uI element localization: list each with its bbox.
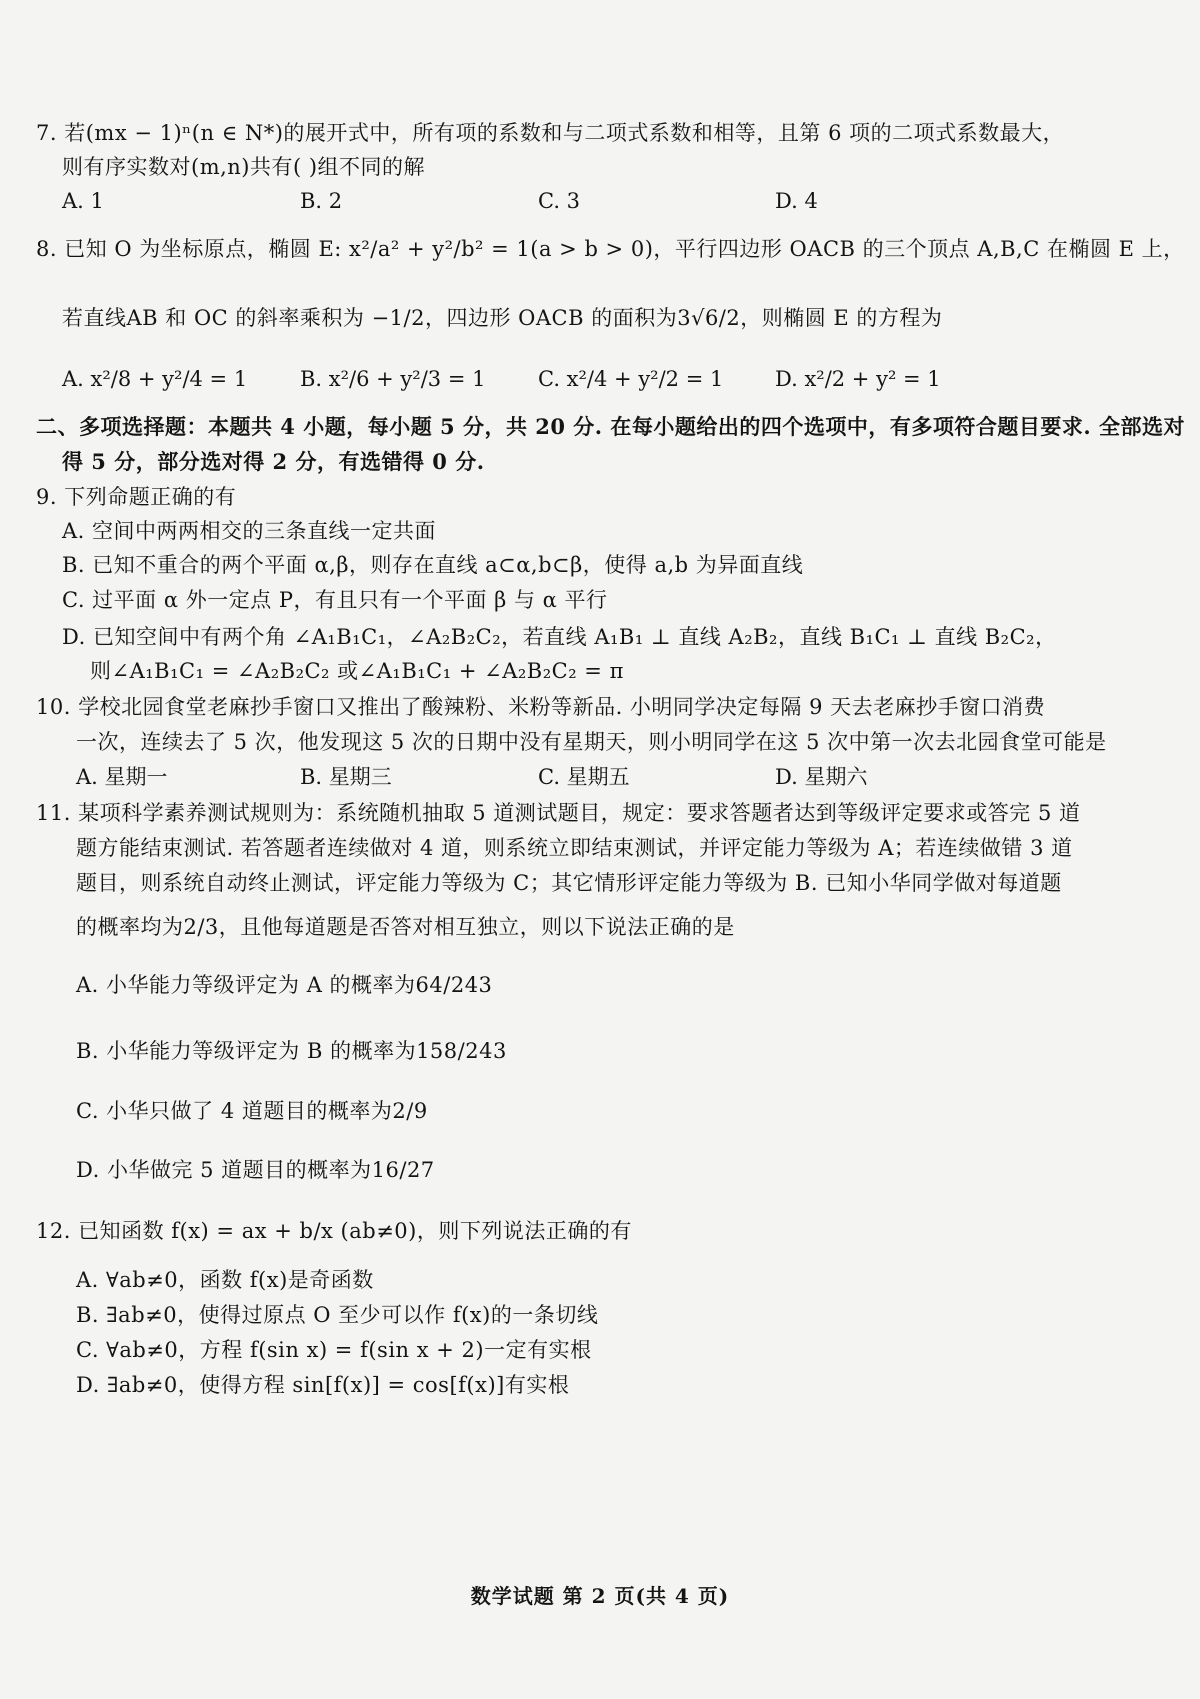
q10-line2: 一次，连续去了 5 次，他发现这 5 次的日期中没有星期天，则小明同学在这 5 次中第一次去北园食堂可能是 — [76, 730, 1107, 754]
q12-option-a: A. ∀ab≠0，函数 f(x)是奇函数 — [76, 1268, 374, 1292]
page-footer: 数学试题 第 2 页(共 4 页) — [470, 1584, 730, 1608]
q7-option-d: D. 4 — [775, 189, 818, 213]
q8-option-a: A. x²/8 + y²/4 = 1 — [62, 367, 248, 391]
q11-line4: 的概率均为2/3，且他每道题是否答对相互独立，则以下说法正确的是 — [76, 915, 735, 939]
q8-option-c: C. x²/4 + y²/2 = 1 — [538, 367, 724, 391]
q8-option-b: B. x²/6 + y²/3 = 1 — [300, 367, 486, 391]
q11-option-b: B. 小华能力等级评定为 B 的概率为158/243 — [76, 1039, 507, 1063]
q12-option-d: D. ∃ab≠0，使得方程 sin[f(x)] = cos[f(x)]有实根 — [76, 1373, 570, 1397]
q12-option-b: B. ∃ab≠0，使得过原点 O 至少可以作 f(x)的一条切线 — [76, 1303, 599, 1327]
q11-option-a: A. 小华能力等级评定为 A 的概率为64/243 — [76, 973, 493, 997]
section2-header-line2: 得 5 分，部分选对得 2 分，有选错得 0 分. — [62, 449, 485, 474]
q9-option-d-line2: 则∠A₁B₁C₁ = ∠A₂B₂C₂ 或∠A₁B₁C₁ + ∠A₂B₂C₂ = π — [90, 659, 624, 683]
q11-line1: 11. 某项科学素养测试规则为：系统随机抽取 5 道测试题目，规定：要求答题者达到等级评定要求或答完 5 道 — [36, 801, 1081, 825]
q8-line1: 8. 已知 O 为坐标原点，椭圆 E: x²/a² + y²/b² = 1(a > b > 0)，平行四边形 OACB 的三个顶点 A,B,C 在椭圆 E 上， — [36, 237, 1185, 261]
q9-option-a: A. 空间中两两相交的三条直线一定共面 — [62, 519, 437, 543]
q12-stem: 12. 已知函数 f(x) = ax + b/x (ab≠0)，则下列说法正确的有 — [36, 1219, 632, 1243]
q7-line1: 7. 若(mx − 1)ⁿ(n ∈ N*)的展开式中，所有项的系数和与二项式系数和相等，且第 6 项的二项式系数最大， — [36, 121, 1065, 145]
q7-option-c: C. 3 — [538, 189, 581, 213]
q10-option-c: C. 星期五 — [538, 765, 630, 789]
q8-option-d: D. x²/2 + y² = 1 — [775, 367, 941, 391]
q11-line3: 题目，则系统自动终止测试，评定能力等级为 C；其它情形评定能力等级为 B. 已知小华同学做对每道题 — [76, 871, 1062, 895]
q9-stem: 9. 下列命题正确的有 — [36, 485, 237, 509]
q11-option-c: C. 小华只做了 4 道题目的概率为2/9 — [76, 1099, 428, 1123]
q9-option-d-line1: D. 已知空间中有两个角 ∠A₁B₁C₁，∠A₂B₂C₂，若直线 A₁B₁ ⊥ 直线 A₂B₂，直线 B₁C₁ ⊥ 直线 B₂C₂， — [62, 625, 1057, 649]
q12-option-c: C. ∀ab≠0，方程 f(sin x) = f(sin x + 2)一定有实根 — [76, 1338, 592, 1362]
q10-option-a: A. 星期一 — [76, 765, 168, 789]
q9-option-c: C. 过平面 α 外一定点 P，有且只有一个平面 β 与 α 平行 — [62, 588, 608, 612]
q9-option-b: B. 已知不重合的两个平面 α,β，则存在直线 a⊂α,b⊂β，使得 a,b 为异面直线 — [62, 553, 804, 577]
q10-option-b: B. 星期三 — [300, 765, 392, 789]
q10-option-d: D. 星期六 — [775, 765, 868, 789]
q7-option-a: A. 1 — [62, 189, 104, 213]
q7-option-b: B. 2 — [300, 189, 343, 213]
section2-header-line1: 二、多项选择题：本题共 4 小题，每小题 5 分，共 20 分. 在每小题给出的四个选项中，有多项符合题目要求. 全部选对 — [36, 414, 1186, 439]
q10-line1: 10. 学校北园食堂老麻抄手窗口又推出了酸辣粉、米粉等新品. 小明同学决定每隔 9 天去老麻抄手窗口消费 — [36, 695, 1046, 719]
q7-line2: 则有序实数对(m,n)共有( )组不同的解 — [62, 155, 426, 179]
q8-line2: 若直线AB 和 OC 的斜率乘积为 −1/2，四边形 OACB 的面积为3√6/2，则椭圆 E 的方程为 — [62, 306, 943, 330]
q11-line2: 题方能结束测试. 若答题者连续做对 4 道，则系统立即结束测试，并评定能力等级为 A；若连续做错 3 道 — [76, 836, 1073, 860]
q11-option-d: D. 小华做完 5 道题目的概率为16/27 — [76, 1158, 435, 1182]
